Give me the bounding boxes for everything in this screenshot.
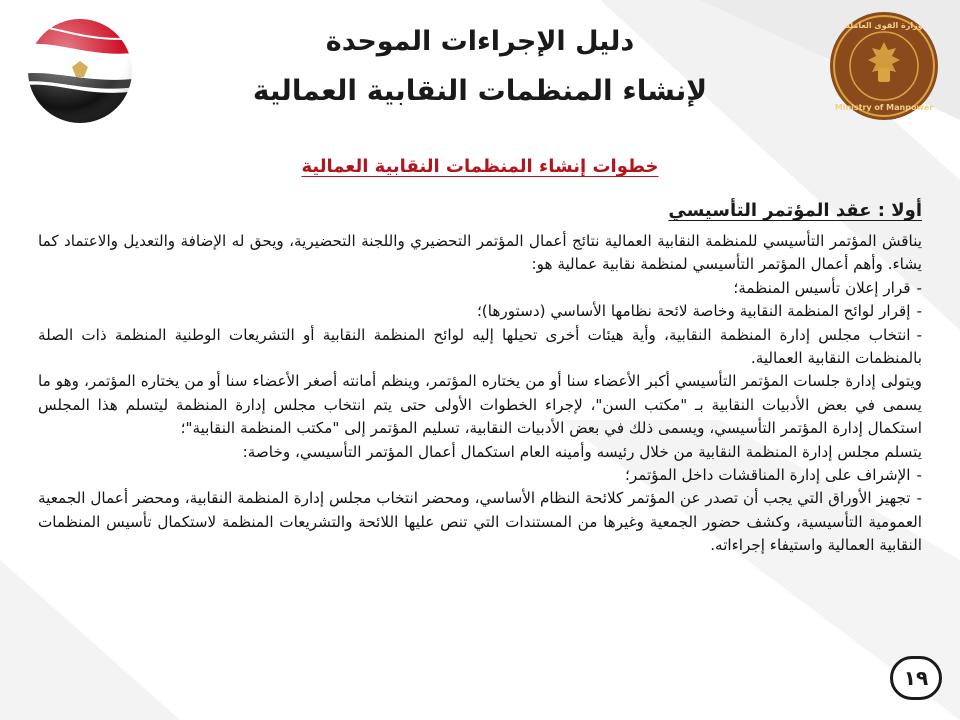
paragraph: يناقش المؤتمر التأسيسي للمنظمة النقابية العمالية نتائج أعمال المؤتمر التحضيري واللجنة التحضيرية، ويحق له الإضافة والتعديل والاعتماد كما يشاء. وأهم أعمال المؤتمر التأسيسي لمنظمة نقابية عمالية هو: <box>38 232 922 274</box>
list-item-text: تجهيز الأوراق التي يجب أن تصدر عن المؤتمر كلائحة النظام الأساسي، ومحضر انتخاب مجلس إدارة المنظمة النقابية، ومحضر أعمال الجمعية العمومية التأسيسية، وكشف حضور الجمعية وغيرها من المستندات التي تنص عليها اللائحة والتشريعات المنظمة لاستكمال تأسيس المنظمات النقابية العمالية واستيفاء إجراءاته. <box>38 489 922 555</box>
list-item <box>38 487 922 557</box>
list-item-text: قرار إعلان تأسيس المنظمة؛ <box>733 278 911 297</box>
list-item-text: إقرار لوائح المنظمة النقابية وخاصة لائحة نظامها الأساسي (دستورها)؛ <box>476 302 911 321</box>
paragraph: ويتولى إدارة جلسات المؤتمر التأسيسي أكبر الأعضاء سنا أو من يختاره المؤتمر، وينظم أمانته أصغر الأعضاء سنا أو من يختاره المؤتمر، وهو ما يسمى في بعض الأدبيات النقابية بـ "مكتب السن"، لإجراء الخطوات الأولى حتى يتم انتخاب مجلس إدارة المنظمة ليتسلم هذا المجلس استكمال إدارة المؤتمر التأسيسي، ويسمى ذلك في بعض الأدبيات النقابية، تسليم المؤتمر إلى "مكتب المنظمة النقابية"؛ <box>38 372 922 438</box>
body-content <box>38 198 922 558</box>
bullet-dash: - <box>916 278 922 297</box>
egypt-flag-sphere-icon <box>26 17 134 125</box>
list-item <box>38 464 922 487</box>
bullet-dash: - <box>916 489 922 508</box>
page-title-line1: دليل الإجراءات الموحدة <box>325 26 635 57</box>
page-title-line2: لإنشاء المنظمات النقابية العمالية <box>252 74 708 107</box>
list-item <box>38 324 922 371</box>
page-number: ١٩ <box>890 656 942 700</box>
sub-heading: أولا : عقد المؤتمر التأسيسي <box>668 200 922 221</box>
paragraph: يتسلم مجلس إدارة المنظمة النقابية من خلال رئيسه وأمينه العام استكمال أعمال المؤتمر التأسيسي، وخاصة: <box>242 442 922 461</box>
list-item-text: انتخاب مجلس إدارة المنظمة النقابية، وأية هيئات أخرى تحيلها إليه لوائح المنظمة النقابية أو التشريعات الوطنية المنظمة ذات الصلة بالمنظمات النقابية العمالية. <box>38 325 922 368</box>
list-item-text: الإشراف على إدارة المناقشات داخل المؤتمر؛ <box>625 466 911 485</box>
ministry-seal-icon <box>828 10 940 122</box>
seal-text-top: وزارة القوى العاملة <box>845 21 923 30</box>
section-title: خطوات إنشاء المنظمات النقابية العمالية <box>301 156 659 177</box>
bullet-dash: - <box>916 325 922 344</box>
list-item <box>38 300 922 323</box>
bullet-dash: - <box>916 466 922 485</box>
bullet-dash: - <box>916 302 922 321</box>
list-item <box>38 277 922 300</box>
seal-text-bottom: Ministry of Manpower <box>834 103 934 112</box>
